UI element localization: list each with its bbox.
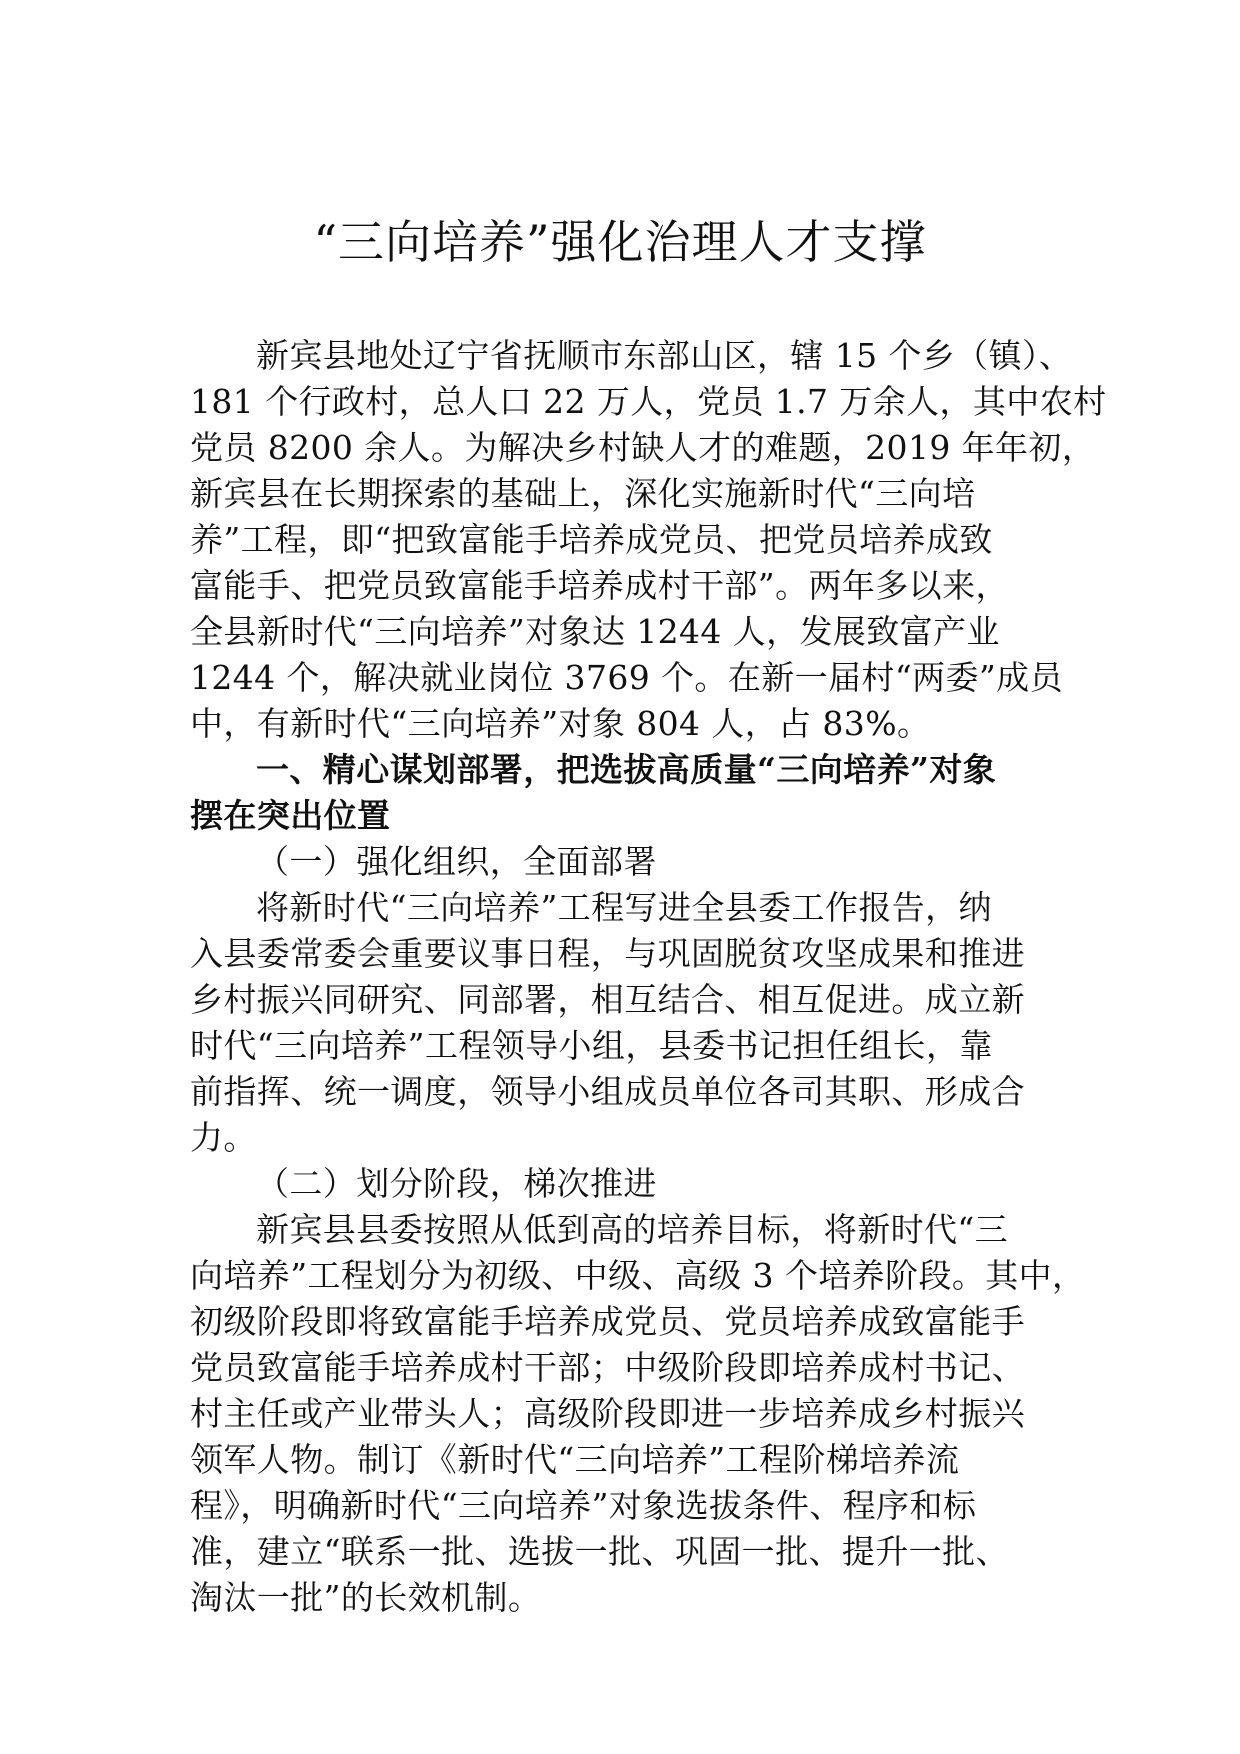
section-heading-1-cont: 摆在突出位置 [190, 796, 391, 835]
paragraph-line: 181 个行政村，总人口 22 万人，党员 1.7 万余人，其中农村 [190, 382, 1107, 421]
paragraph-line: 力。 [190, 1118, 257, 1157]
document-title: “三向培养”强化治理人才支撑 [313, 215, 927, 269]
paragraph-line: 党员 8200 余人。为解决乡村缺人才的难题，2019 年年初， [190, 428, 1096, 467]
paragraph-line: 领军人物。制订《新时代“三向培养”工程阶梯培养流 [190, 1440, 960, 1479]
paragraph-line: 向培养”工程划分为初级、中级、高级 3 个培养阶段。其中， [190, 1256, 1086, 1295]
section-heading-1: 一、精心谋划部署，把选拔高质量“三向培养”对象 [256, 750, 997, 789]
paragraph-line: 新宾县地处辽宁省抚顺市东部山区，辖 15 个乡（镇）、 [256, 336, 1073, 375]
paragraph-line: 养”工程，即“把致富能手培养成党员、把党员培养成致 [190, 520, 993, 559]
paragraph-line: 中，有新时代“三向培养”对象 804 人，占 83%。 [190, 704, 931, 743]
paragraph-line: 入县委常委会重要议事日程，与巩固脱贫攻坚成果和推进 [190, 934, 1025, 973]
paragraph-line: 党员致富能手培养成村干部；中级阶段即培养成村书记、 [190, 1348, 1025, 1387]
paragraph-line: 全县新时代“三向培养”对象达 1244 人，发展致富产业 [190, 612, 1000, 651]
document-body [190, 333, 1107, 1621]
paragraph-line: 初级阶段即将致富能手培养成党员、党员培养成致富能手 [190, 1302, 1025, 1341]
paragraph-line: 时代“三向培养”工程领导小组，县委书记担任组长，靠 [190, 1026, 993, 1065]
paragraph-line: 村主任或产业带头人；高级阶段即进一步培养成乡村振兴 [190, 1394, 1025, 1433]
paragraph-line: 1244 个，解决就业岗位 3769 个。在新一届村“两委”成员 [190, 658, 1063, 697]
paragraph-line: 前指挥、统一调度，领导小组成员单位各司其职、形成合 [190, 1072, 1025, 1111]
paragraph-line: 乡村振兴同研究、同部署，相互结合、相互促进。成立新 [190, 980, 1025, 1019]
paragraph-line: 新宾县在长期探索的基础上，深化实施新时代“三向培 [190, 474, 976, 513]
subsection-heading-2: （二）划分阶段，梯次推进 [256, 1164, 657, 1203]
paragraph-line: 程》，明确新时代“三向培养”对象选拔条件、程序和标 [190, 1486, 977, 1525]
paragraph-line: 将新时代“三向培养”工程写进全县委工作报告，纳 [256, 888, 992, 927]
subsection-heading-1: （一）强化组织，全面部署 [256, 842, 657, 881]
paragraph-line: 准，建立“联系一批、选拔一批、巩固一批、提升一批、 [190, 1532, 1009, 1571]
paragraph-line: 淘汰一批”的长效机制。 [190, 1578, 542, 1617]
paragraph-line: 富能手、把党员致富能手培养成村干部”。两年多以来， [190, 566, 1009, 605]
paragraph-line: 新宾县县委按照从低到高的培养目标，将新时代“三 [256, 1210, 1009, 1249]
